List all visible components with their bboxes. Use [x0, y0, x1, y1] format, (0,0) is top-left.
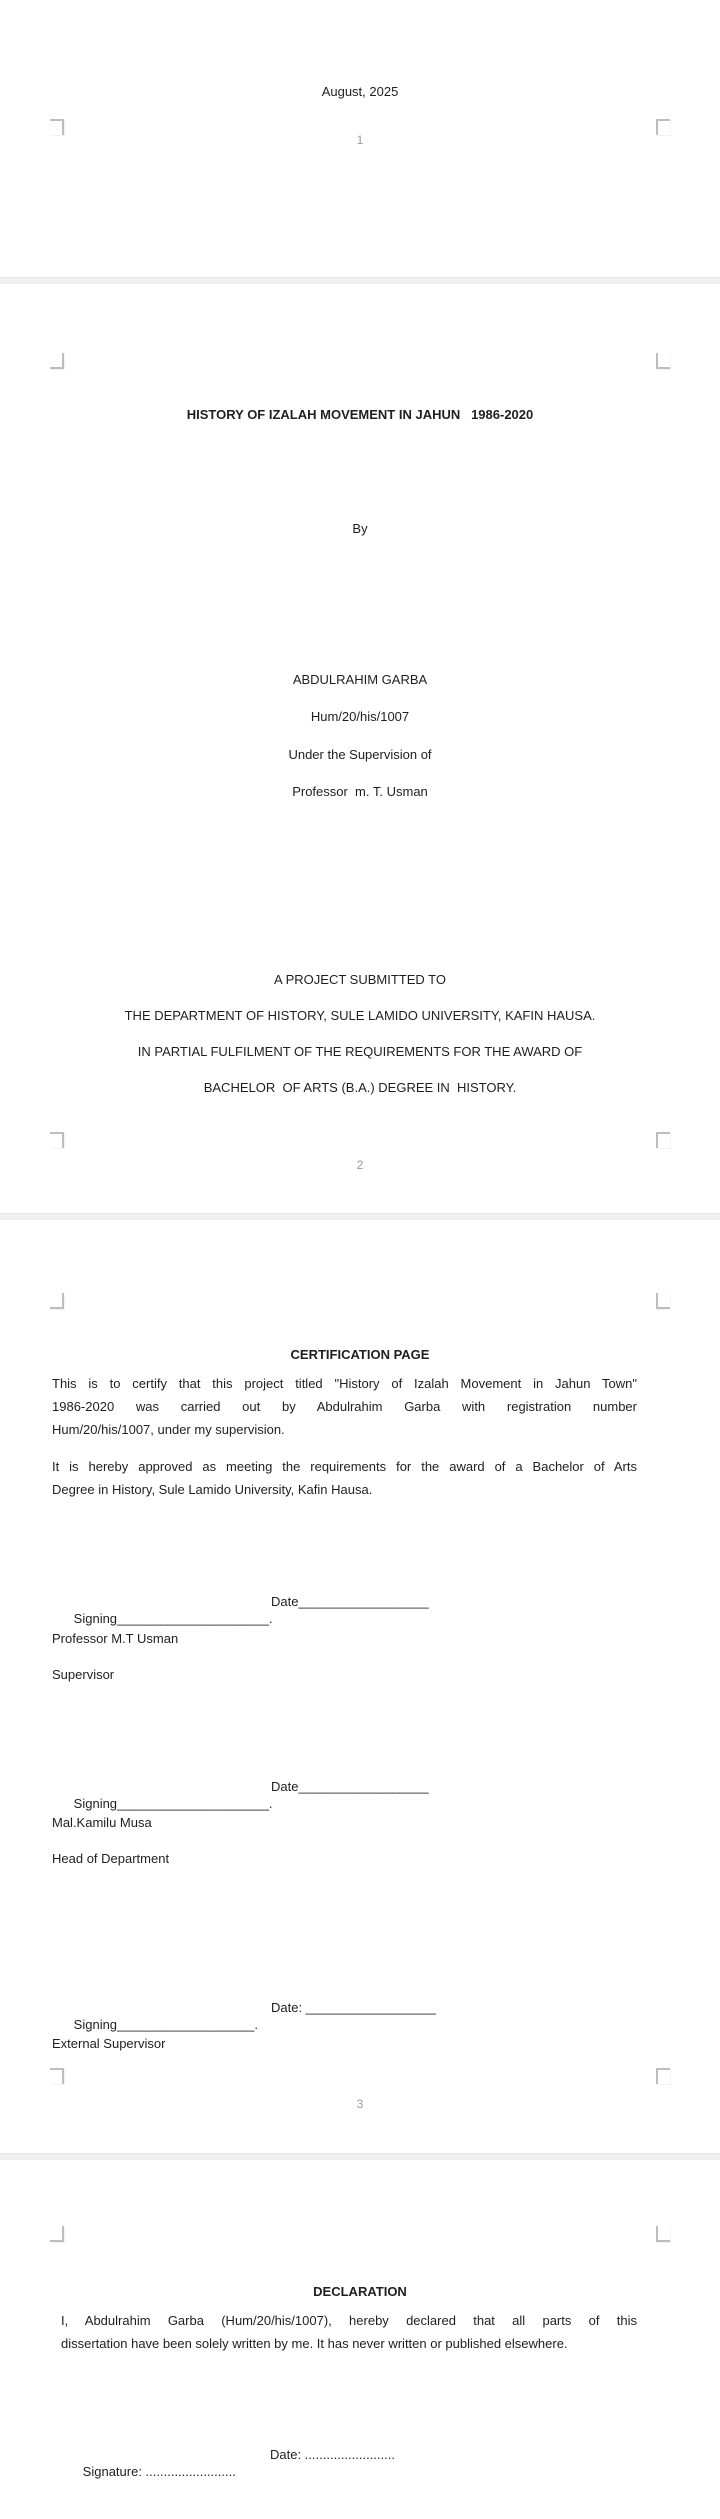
page-4 — [0, 2160, 720, 2519]
paragraph-line: Hum/20/his/1007, under my supervision. — [52, 1422, 285, 1437]
signing-row-hod — [52, 1778, 668, 1811]
project-title: HISTORY OF IZALAH MOVEMENT IN JAHUN 1986-2020 — [186, 407, 534, 422]
margin-corner-bottom-left-icon — [50, 1132, 64, 1148]
margin-corner-top-right-icon — [656, 2226, 670, 2242]
paragraph-line: 1986-2020 was carried out by Abdulrahim Garba with registration number — [52, 1399, 637, 1414]
submission-line-4: BACHELOR OF ARTS (B.A.) DEGREE IN HISTORY. — [203, 1080, 517, 1095]
signing-row-supervisor — [52, 1593, 668, 1626]
cover-date-line: August, 2025 — [321, 84, 399, 99]
by-label: By — [352, 521, 368, 536]
certification-paragraph-1 — [52, 1372, 637, 1441]
declaration-paragraph — [61, 2309, 637, 2355]
signing-row-external — [52, 1999, 668, 2032]
margin-corner-bottom-right-icon — [656, 1132, 670, 1148]
signature-row — [61, 2446, 668, 2479]
date-line: Date: ......................... — [270, 2447, 395, 2462]
paragraph-line: Degree in History, Sule Lamido University, Kafin Hausa. — [52, 1482, 373, 1497]
signing-line: Signing_____________________. — [73, 1796, 273, 1811]
date-line: Date: __________________ — [271, 2000, 436, 2015]
date-line: Date__________________ — [271, 1594, 429, 1609]
author-name: ABDULRAHIM GARBA — [292, 672, 428, 687]
supervisor-name: Professor m. T. Usman — [292, 784, 428, 799]
page-separator — [0, 2153, 720, 2160]
margin-corner-bottom-left-icon — [50, 2068, 64, 2084]
margin-corner-top-left-icon — [50, 353, 64, 369]
margin-corner-top-right-icon — [656, 1293, 670, 1309]
paragraph-line: I, Abdulrahim Garba (Hum/20/his/1007), hereby declared that all parts of this — [61, 2313, 637, 2328]
paragraph-line: dissertation have been solely written by me. It has never written or published elsewhere. — [61, 2336, 568, 2351]
paragraph-line: It is hereby approved as meeting the requirements for the award of a Bachelor of Arts — [52, 1459, 637, 1474]
margin-corner-top-left-icon — [50, 1293, 64, 1309]
date-line: Date__________________ — [271, 1779, 429, 1794]
page-1 — [0, 0, 720, 277]
page-number-1: 1 — [356, 133, 364, 147]
margin-corner-bottom-right-icon — [656, 2068, 670, 2084]
page-number-2: 2 — [356, 1158, 364, 1172]
signing-line: Signing___________________. — [73, 2017, 259, 2032]
declaration-heading: DECLARATION — [313, 2284, 407, 2299]
margin-corner-top-right-icon — [656, 353, 670, 369]
page-2 — [0, 284, 720, 1213]
hod-role: Head of Department — [52, 1851, 170, 1866]
page-separator — [0, 277, 720, 284]
signing-line: Signing_____________________. — [73, 1611, 273, 1626]
submission-line-1: A PROJECT SUBMITTED TO — [274, 972, 446, 987]
hod-name: Mal.Kamilu Musa — [52, 1815, 152, 1830]
paragraph-line: This is to certify that this project titled "History of Izalah Movement in Jahun Town" — [52, 1376, 637, 1391]
submission-line-2: THE DEPARTMENT OF HISTORY, SULE LAMIDO UNIVERSITY, KAFIN HAUSA. — [124, 1008, 596, 1023]
submission-line-3: IN PARTIAL FULFILMENT OF THE REQUIREMENTS FOR THE AWARD OF — [137, 1044, 583, 1059]
supervisor-role: Supervisor — [52, 1667, 115, 1682]
external-supervisor-role: External Supervisor — [52, 2036, 166, 2051]
page-number-3: 3 — [356, 2097, 364, 2111]
certification-paragraph-2 — [52, 1455, 637, 1501]
margin-corner-top-left-icon — [50, 2226, 64, 2242]
page-separator — [0, 1213, 720, 1220]
supervisor-name: Professor M.T Usman — [52, 1631, 179, 1646]
certification-heading: CERTIFICATION PAGE — [290, 1347, 430, 1362]
signature-line: Signature: ......................... — [82, 2464, 236, 2479]
supervision-label: Under the Supervision of — [288, 747, 432, 762]
page-3 — [0, 1220, 720, 2153]
registration-number: Hum/20/his/1007 — [310, 709, 410, 724]
